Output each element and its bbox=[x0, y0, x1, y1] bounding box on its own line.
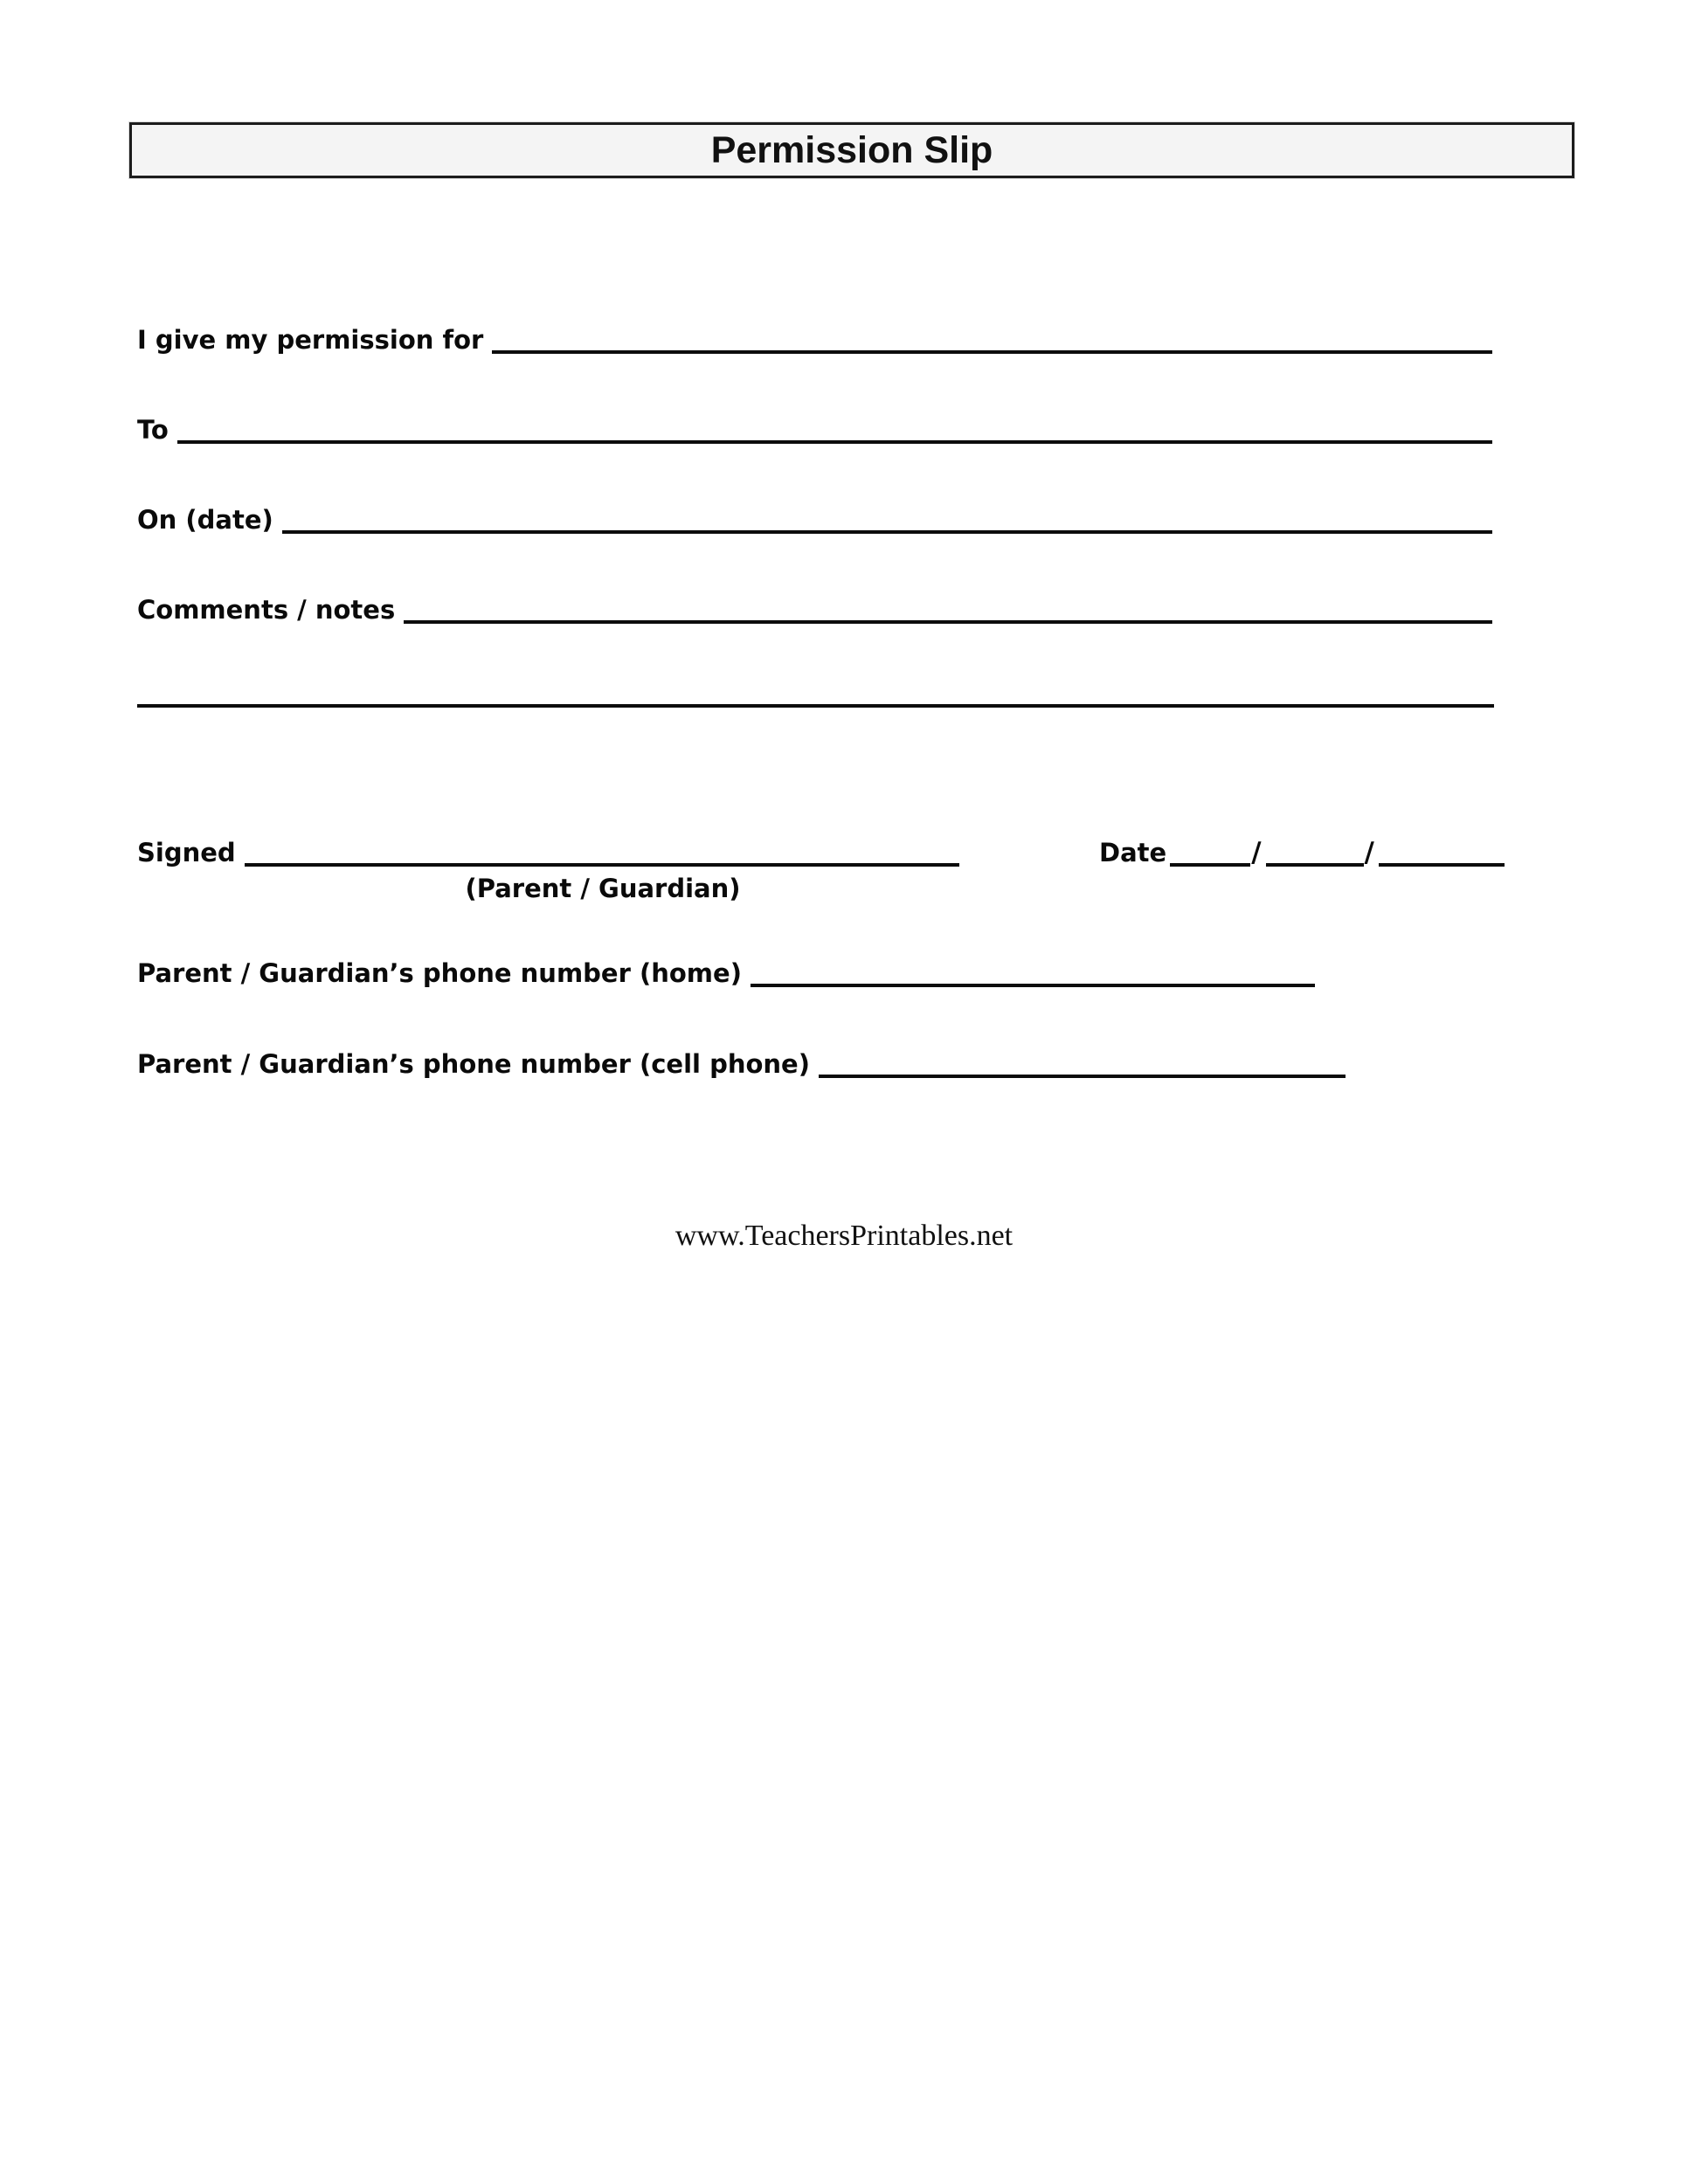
phone-home-label: Parent / Guardian’s phone number (home) bbox=[137, 958, 742, 988]
permission-for-field[interactable] bbox=[492, 350, 1492, 354]
comments-label: Comments / notes bbox=[137, 595, 396, 625]
date-label: Date bbox=[1099, 838, 1167, 867]
field-row-permission-for bbox=[137, 322, 1492, 357]
date-separator: / bbox=[1251, 837, 1262, 868]
to-label: To bbox=[137, 415, 169, 445]
field-row-phone-cell bbox=[137, 1047, 1346, 1082]
phone-cell-label: Parent / Guardian’s phone number (cell phone) bbox=[137, 1049, 810, 1079]
date-month-field[interactable] bbox=[1170, 863, 1250, 867]
phone-cell-field[interactable] bbox=[819, 1075, 1346, 1078]
footer-url: www.TeachersPrintables.net bbox=[675, 1220, 1013, 1252]
parent-guardian-sublabel: (Parent / Guardian) bbox=[465, 874, 741, 903]
field-row-on-date bbox=[137, 502, 1492, 537]
date-separator: / bbox=[1364, 837, 1374, 868]
date-day-field[interactable] bbox=[1266, 863, 1364, 867]
signed-field[interactable] bbox=[245, 863, 959, 867]
field-row-to bbox=[137, 412, 1492, 447]
field-row-phone-home bbox=[137, 956, 1315, 991]
field-row-signed bbox=[137, 835, 959, 870]
comments-field-line2[interactable] bbox=[137, 704, 1494, 708]
date-year-field[interactable] bbox=[1379, 863, 1505, 867]
on-date-label: On (date) bbox=[137, 505, 273, 535]
signed-label: Signed bbox=[137, 838, 236, 867]
phone-home-field[interactable] bbox=[751, 984, 1315, 987]
permission-for-label: I give my permission for bbox=[137, 325, 484, 355]
form-title-box bbox=[129, 122, 1574, 178]
field-row-date bbox=[1099, 835, 1505, 870]
comments-field[interactable] bbox=[404, 620, 1492, 624]
to-field[interactable] bbox=[177, 440, 1492, 444]
page-title: Permission Slip bbox=[710, 129, 993, 171]
on-date-field[interactable] bbox=[282, 530, 1492, 534]
field-row-comments bbox=[137, 592, 1492, 627]
